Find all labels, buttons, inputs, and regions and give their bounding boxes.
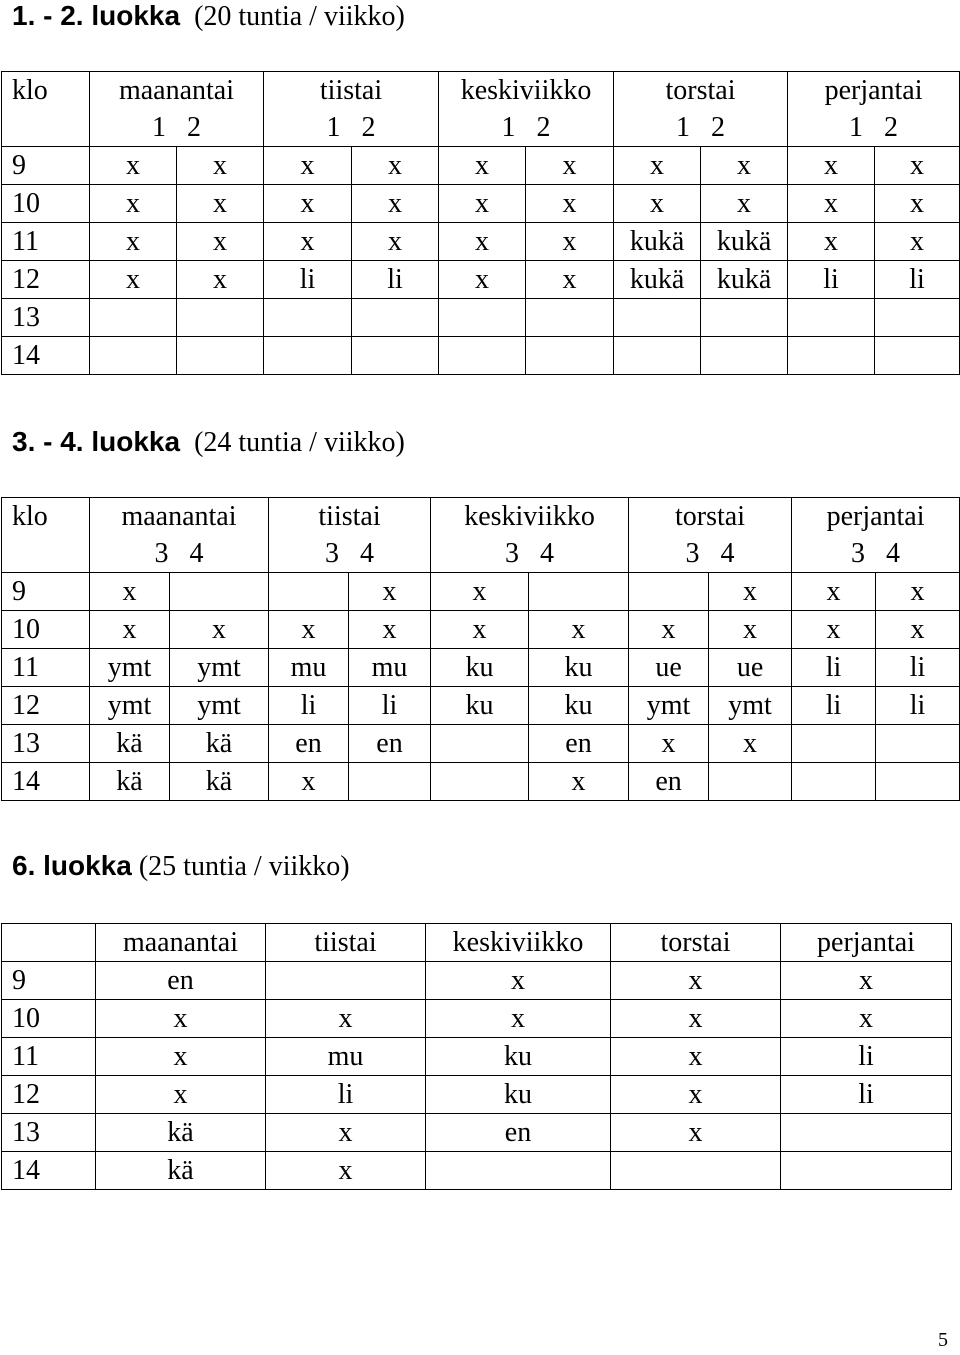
lesson-cell: x — [426, 962, 611, 1000]
lesson-numbers-thursday: 3 4 — [629, 535, 792, 573]
lesson-cell — [431, 763, 529, 801]
lesson-cell: kä — [170, 725, 269, 763]
header-row — [2, 72, 960, 110]
lesson-cell: ymt — [629, 687, 709, 725]
lesson-cell: ku — [426, 1076, 611, 1114]
lesson-cell: x — [177, 223, 264, 261]
table-row — [2, 1038, 952, 1076]
table-row — [2, 299, 960, 337]
lesson-cell — [349, 763, 431, 801]
lesson-cell — [792, 763, 876, 801]
section-3-heading — [12, 850, 350, 883]
table-row — [2, 962, 952, 1000]
lesson-cell — [876, 725, 960, 763]
header-row — [2, 498, 960, 536]
lesson-cell: li — [876, 649, 960, 687]
table-row — [2, 763, 960, 801]
lesson-cell: x — [170, 611, 269, 649]
day-header-tuesday: tiistai — [266, 924, 426, 962]
day-header-friday: perjantai — [781, 924, 952, 962]
table-row — [2, 1000, 952, 1038]
lesson-cell — [614, 299, 701, 337]
lesson-cell — [529, 573, 629, 611]
lesson-cell: ku — [529, 687, 629, 725]
lesson-cell — [788, 337, 875, 375]
table-row — [2, 1076, 952, 1114]
lesson-cell: x — [701, 185, 788, 223]
lesson-cell: x — [709, 573, 792, 611]
lesson-cell: en — [269, 725, 349, 763]
lesson-cell: x — [264, 147, 352, 185]
time-cell: 10 — [2, 611, 90, 649]
lesson-cell: x — [788, 185, 875, 223]
lesson-cell: kukä — [614, 223, 701, 261]
lesson-cell — [90, 299, 177, 337]
lesson-cell: x — [439, 261, 526, 299]
lesson-cell: x — [264, 185, 352, 223]
lesson-cell: x — [90, 147, 177, 185]
time-cell: 11 — [2, 649, 90, 687]
lesson-cell: ku — [426, 1038, 611, 1076]
section-1-title: 1. - 2. luokka — [12, 0, 181, 31]
lesson-cell: x — [352, 223, 439, 261]
klo-header: klo — [2, 498, 90, 536]
klo-header — [2, 924, 96, 962]
lesson-cell: x — [426, 1000, 611, 1038]
lesson-cell: x — [526, 185, 614, 223]
lesson-cell: x — [96, 1038, 266, 1076]
day-header-tuesday: tiistai — [264, 72, 439, 110]
lesson-cell — [629, 573, 709, 611]
section-1-heading — [12, 0, 405, 33]
lesson-cell: x — [875, 223, 960, 261]
lesson-cell: x — [709, 611, 792, 649]
lesson-cell: mu — [266, 1038, 426, 1076]
day-header-monday: maanantai — [90, 498, 269, 536]
table-row — [2, 261, 960, 299]
lesson-cell: x — [177, 147, 264, 185]
lesson-cell: en — [629, 763, 709, 801]
lesson-cell — [264, 337, 352, 375]
lesson-cell: ue — [709, 649, 792, 687]
lesson-cell — [170, 573, 269, 611]
table-row — [2, 147, 960, 185]
header-row — [2, 924, 952, 962]
lesson-cell: x — [264, 223, 352, 261]
lesson-cell: mu — [349, 649, 431, 687]
lesson-cell: x — [352, 185, 439, 223]
lesson-cell — [709, 763, 792, 801]
lesson-cell: li — [792, 687, 876, 725]
lesson-cell — [792, 725, 876, 763]
lesson-cell: ue — [629, 649, 709, 687]
klo-subheader — [2, 535, 90, 573]
time-cell: 12 — [2, 1076, 96, 1114]
lesson-cell: li — [269, 687, 349, 725]
lesson-cell — [352, 299, 439, 337]
section-2-heading — [12, 426, 405, 459]
lesson-cell: x — [788, 147, 875, 185]
lesson-cell — [701, 337, 788, 375]
lesson-cell: x — [629, 725, 709, 763]
lesson-cell: x — [96, 1076, 266, 1114]
lesson-cell: x — [875, 185, 960, 223]
lesson-cell: ku — [431, 649, 529, 687]
table-row — [2, 611, 960, 649]
lesson-cell: ku — [529, 649, 629, 687]
lesson-cell: x — [269, 763, 349, 801]
lesson-cell: en — [426, 1114, 611, 1152]
time-cell: 10 — [2, 1000, 96, 1038]
day-header-friday: perjantai — [788, 72, 960, 110]
lesson-cell: ymt — [709, 687, 792, 725]
lesson-cell: x — [611, 1076, 781, 1114]
lesson-cell — [439, 337, 526, 375]
lesson-cell — [266, 962, 426, 1000]
lesson-cell: x — [611, 1114, 781, 1152]
lesson-cell — [875, 299, 960, 337]
lesson-cell: li — [266, 1076, 426, 1114]
day-header-wednesday: keskiviikko — [439, 72, 614, 110]
lesson-cell: x — [177, 185, 264, 223]
lesson-cell — [264, 299, 352, 337]
lesson-cell — [177, 299, 264, 337]
day-header-thursday: torstai — [629, 498, 792, 536]
klo-header: klo — [2, 72, 90, 110]
lesson-cell: x — [611, 1000, 781, 1038]
lesson-cell: li — [352, 261, 439, 299]
day-header-wednesday: keskiviikko — [431, 498, 629, 536]
lesson-cell: li — [876, 687, 960, 725]
lesson-cell: x — [90, 223, 177, 261]
lesson-cell — [614, 337, 701, 375]
table-row — [2, 1114, 952, 1152]
lesson-cell: kukä — [614, 261, 701, 299]
lesson-numbers-monday: 3 4 — [90, 535, 269, 573]
lesson-cell: x — [611, 962, 781, 1000]
lesson-cell: x — [266, 1114, 426, 1152]
lesson-cell — [90, 337, 177, 375]
lesson-cell: x — [90, 185, 177, 223]
table-row — [2, 649, 960, 687]
page-number: 5 — [938, 1329, 948, 1351]
lesson-cell — [439, 299, 526, 337]
lesson-numbers-tuesday: 3 4 — [269, 535, 431, 573]
table-row — [2, 185, 960, 223]
day-header-monday: maanantai — [96, 924, 266, 962]
time-cell: 9 — [2, 147, 90, 185]
lesson-cell: ymt — [90, 687, 170, 725]
day-header-thursday: torstai — [611, 924, 781, 962]
lesson-cell: x — [792, 611, 876, 649]
lesson-cell: kä — [96, 1152, 266, 1190]
lesson-cell — [611, 1152, 781, 1190]
table-row — [2, 687, 960, 725]
subheader-row — [2, 535, 960, 573]
lesson-cell: x — [792, 573, 876, 611]
lesson-cell: li — [781, 1038, 952, 1076]
lesson-numbers-thursday: 1 2 — [614, 109, 788, 147]
lesson-cell — [781, 1152, 952, 1190]
lesson-cell: en — [529, 725, 629, 763]
lesson-cell: kä — [90, 763, 170, 801]
time-cell: 13 — [2, 725, 90, 763]
day-header-monday: maanantai — [90, 72, 264, 110]
lesson-numbers-tuesday: 1 2 — [264, 109, 439, 147]
lesson-cell: x — [266, 1000, 426, 1038]
lesson-cell — [431, 725, 529, 763]
lesson-cell — [526, 299, 614, 337]
section-2-hours: (24 tuntia / viikko) — [194, 427, 405, 458]
lesson-cell: x — [629, 611, 709, 649]
time-cell: 9 — [2, 573, 90, 611]
lesson-cell: en — [349, 725, 431, 763]
lesson-cell: kukä — [701, 261, 788, 299]
day-header-tuesday: tiistai — [269, 498, 431, 536]
lesson-cell: x — [269, 611, 349, 649]
day-header-wednesday: keskiviikko — [426, 924, 611, 962]
lesson-cell: x — [876, 611, 960, 649]
timetable-1-2 — [1, 71, 960, 375]
lesson-cell: x — [431, 573, 529, 611]
table-row — [2, 1152, 952, 1190]
time-cell: 12 — [2, 261, 90, 299]
time-cell: 14 — [2, 337, 90, 375]
lesson-cell: x — [439, 147, 526, 185]
lesson-cell — [177, 337, 264, 375]
lesson-cell: x — [90, 261, 177, 299]
section-3-title: 6. luokka — [12, 850, 132, 881]
lesson-cell: li — [792, 649, 876, 687]
klo-subheader — [2, 109, 90, 147]
lesson-cell: x — [614, 147, 701, 185]
time-cell: 9 — [2, 962, 96, 1000]
lesson-numbers-wednesday: 3 4 — [431, 535, 629, 573]
lesson-cell: x — [875, 147, 960, 185]
subheader-row — [2, 109, 960, 147]
lesson-cell: x — [266, 1152, 426, 1190]
lesson-cell: kä — [170, 763, 269, 801]
lesson-cell: x — [529, 763, 629, 801]
time-cell: 11 — [2, 223, 90, 261]
lesson-cell: x — [709, 725, 792, 763]
section-2-title: 3. - 4. luokka — [12, 426, 181, 457]
lesson-cell: x — [90, 611, 170, 649]
lesson-cell: x — [177, 261, 264, 299]
time-cell: 10 — [2, 185, 90, 223]
lesson-cell: li — [264, 261, 352, 299]
lesson-cell: x — [781, 1000, 952, 1038]
lesson-cell — [701, 299, 788, 337]
lesson-cell: kukä — [701, 223, 788, 261]
lesson-cell: ymt — [170, 649, 269, 687]
lesson-cell: li — [349, 687, 431, 725]
lesson-cell: kä — [96, 1114, 266, 1152]
lesson-cell: ymt — [170, 687, 269, 725]
lesson-cell: x — [96, 1000, 266, 1038]
lesson-cell: x — [701, 147, 788, 185]
time-cell: 13 — [2, 299, 90, 337]
time-cell: 14 — [2, 763, 90, 801]
lesson-cell: x — [876, 573, 960, 611]
lesson-cell: kä — [90, 725, 170, 763]
lesson-cell: x — [439, 223, 526, 261]
lesson-cell — [875, 337, 960, 375]
table-row — [2, 337, 960, 375]
lesson-cell: li — [781, 1076, 952, 1114]
lesson-cell: ymt — [90, 649, 170, 687]
lesson-cell: x — [781, 962, 952, 1000]
table-row — [2, 725, 960, 763]
lesson-cell — [788, 299, 875, 337]
lesson-cell: x — [611, 1038, 781, 1076]
lesson-numbers-wednesday: 1 2 — [439, 109, 614, 147]
lesson-cell: x — [614, 185, 701, 223]
table-row — [2, 223, 960, 261]
lesson-numbers-friday: 3 4 — [792, 535, 960, 573]
day-header-friday: perjantai — [792, 498, 960, 536]
lesson-cell — [269, 573, 349, 611]
lesson-cell: x — [439, 185, 526, 223]
lesson-cell: x — [352, 147, 439, 185]
lesson-cell — [526, 337, 614, 375]
lesson-numbers-friday: 1 2 — [788, 109, 960, 147]
lesson-cell — [426, 1152, 611, 1190]
time-cell: 13 — [2, 1114, 96, 1152]
section-1-hours: (20 tuntia / viikko) — [194, 1, 405, 32]
lesson-cell: x — [349, 611, 431, 649]
lesson-cell: x — [526, 223, 614, 261]
time-cell: 14 — [2, 1152, 96, 1190]
lesson-cell — [781, 1114, 952, 1152]
lesson-cell: x — [788, 223, 875, 261]
day-header-thursday: torstai — [614, 72, 788, 110]
lesson-cell: mu — [269, 649, 349, 687]
time-cell: 12 — [2, 687, 90, 725]
timetable-3-4 — [1, 497, 960, 801]
timetable-6 — [1, 923, 952, 1190]
lesson-numbers-monday: 1 2 — [90, 109, 264, 147]
section-3-hours: (25 tuntia / viikko) — [138, 851, 350, 882]
lesson-cell: li — [788, 261, 875, 299]
lesson-cell: li — [875, 261, 960, 299]
lesson-cell: x — [526, 261, 614, 299]
lesson-cell: x — [349, 573, 431, 611]
lesson-cell: x — [431, 611, 529, 649]
time-cell: 11 — [2, 1038, 96, 1076]
lesson-cell — [352, 337, 439, 375]
lesson-cell: x — [526, 147, 614, 185]
lesson-cell — [876, 763, 960, 801]
lesson-cell: x — [90, 573, 170, 611]
table-row — [2, 573, 960, 611]
lesson-cell: x — [529, 611, 629, 649]
lesson-cell: ku — [431, 687, 529, 725]
lesson-cell: en — [96, 962, 266, 1000]
